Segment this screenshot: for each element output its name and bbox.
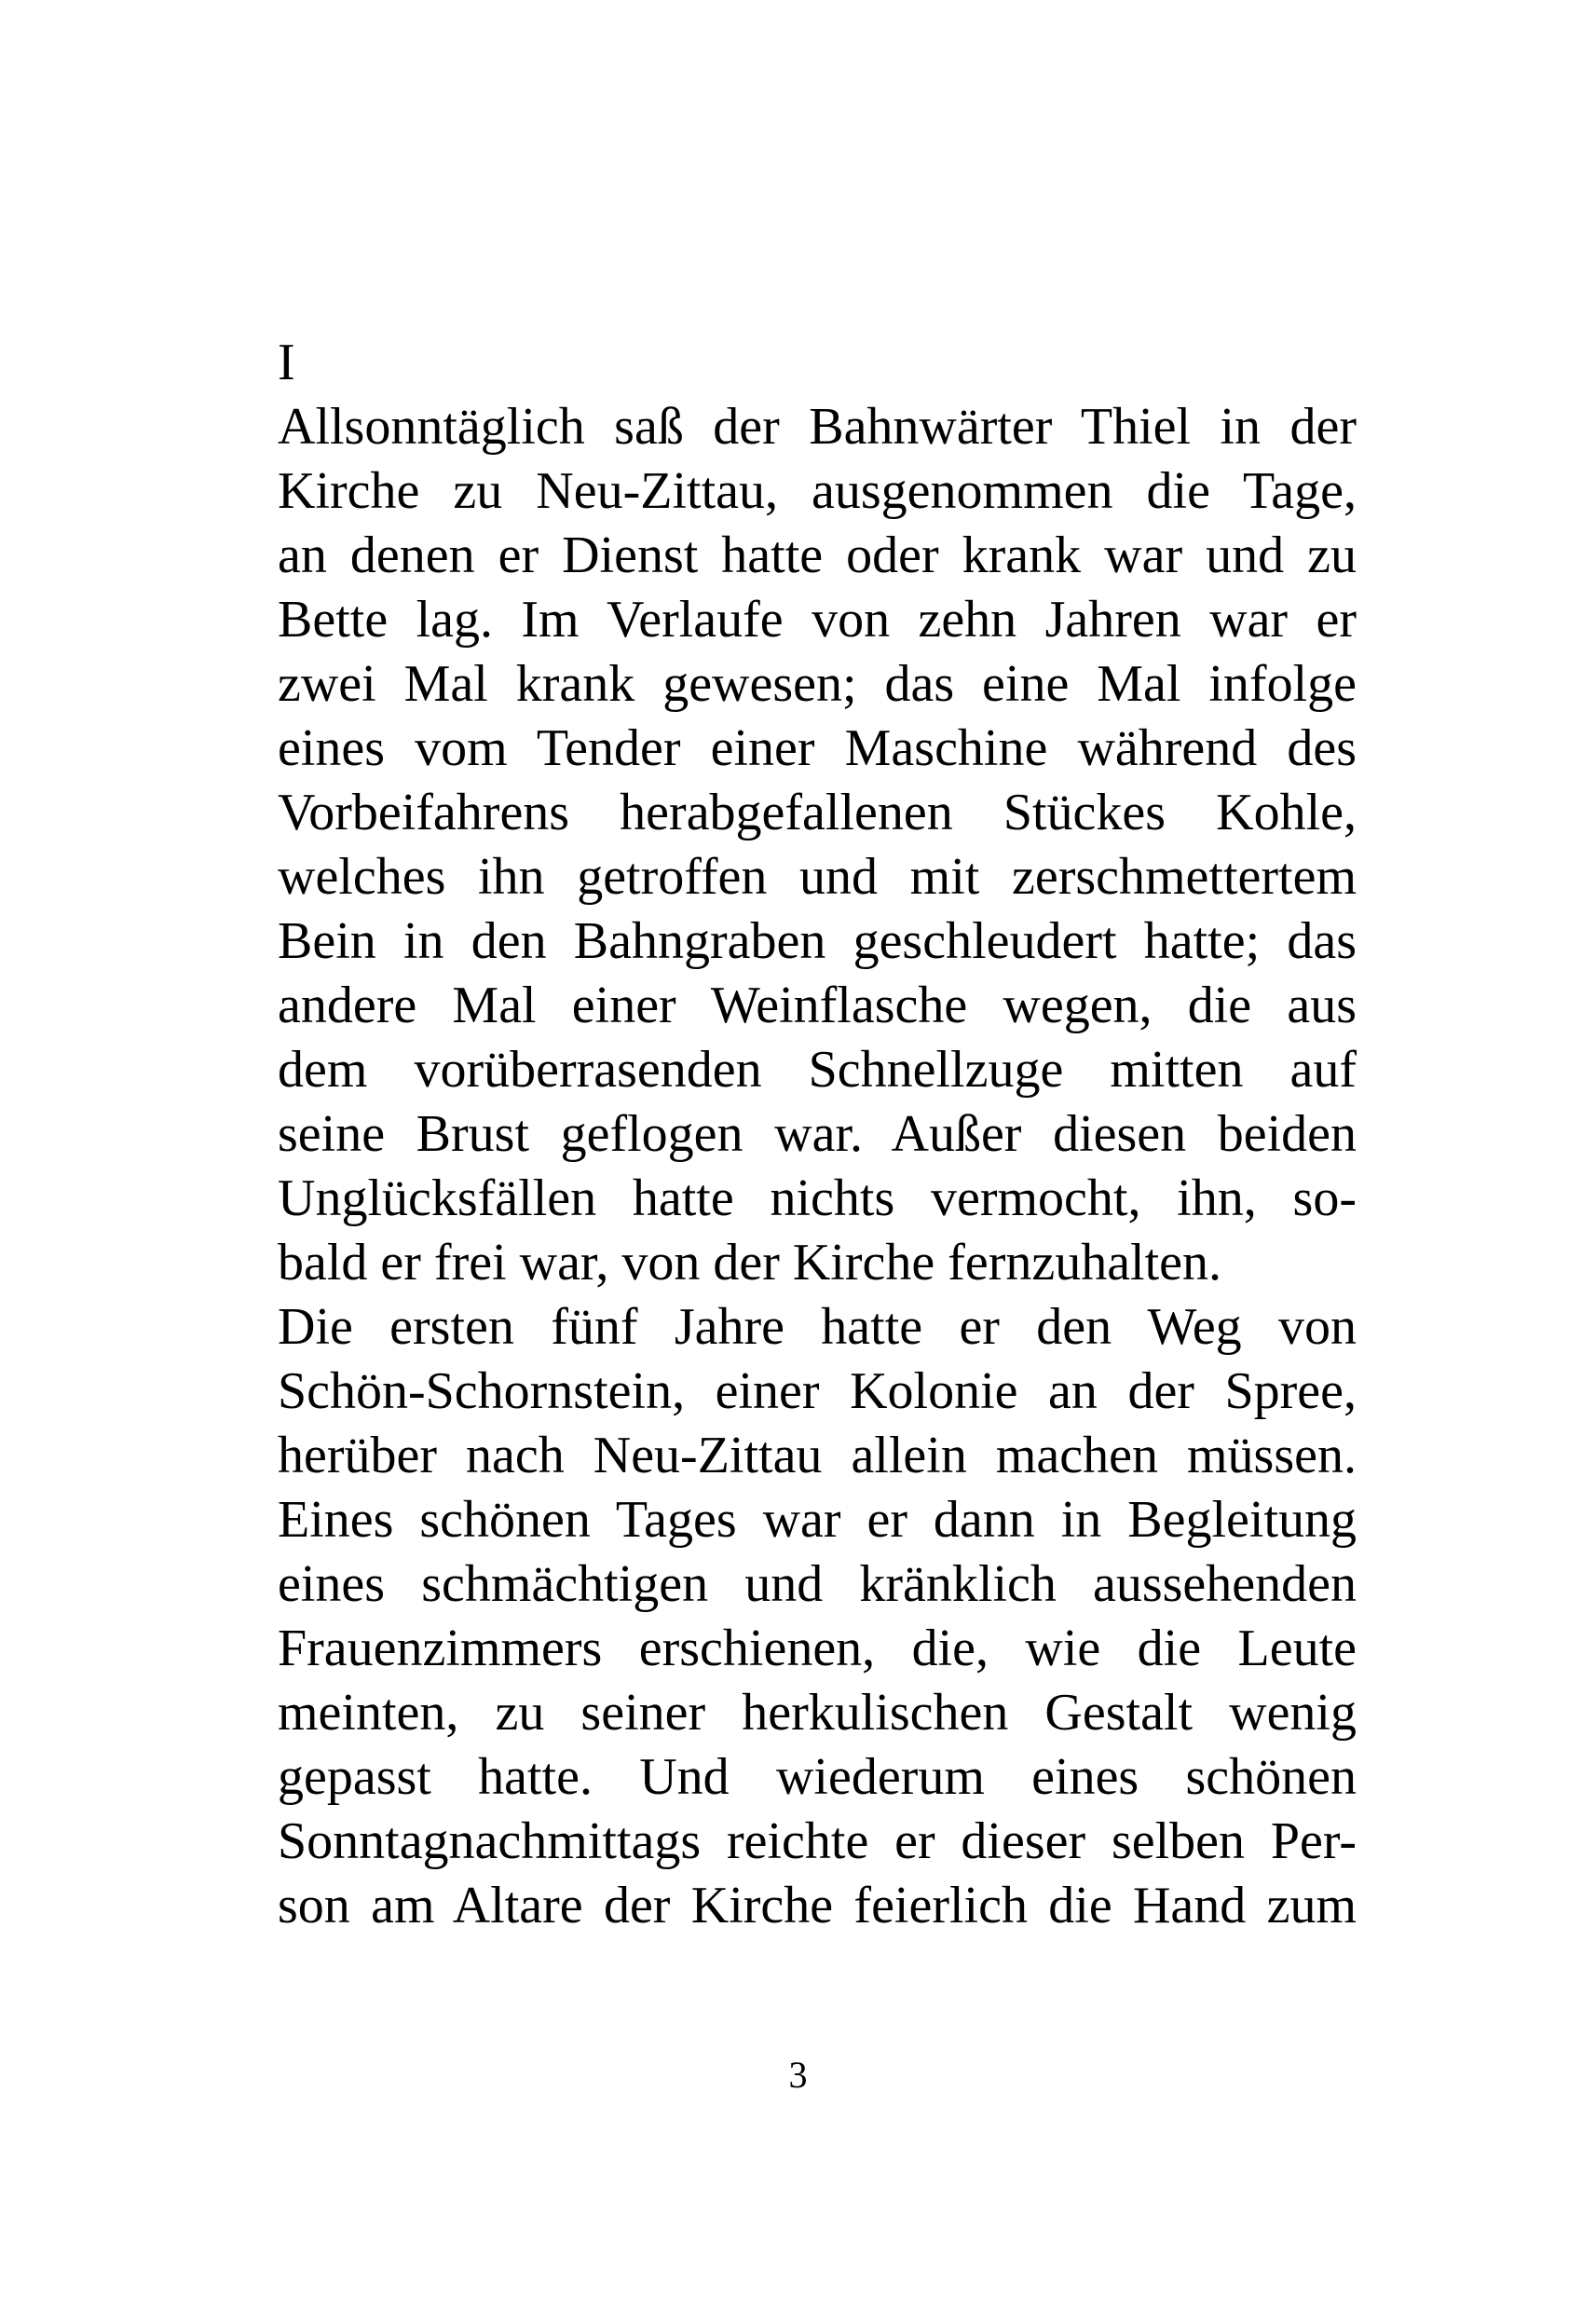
text-line: herüber nach Neu-Zittau allein machen müssen. xyxy=(278,1427,1357,1484)
text-line: eines schmächtigen und kränklich aussehenden xyxy=(278,1555,1357,1613)
text-line: Unglücksfällen hatte nichts vermocht, ihn, so- xyxy=(278,1169,1357,1227)
text-line: Kirche zu Neu-Zittau, ausgenommen die Tage, xyxy=(278,462,1357,520)
text-line: eines vom Tender einer Maschine während des xyxy=(278,719,1357,777)
text-line: seine Brust geflogen war. Außer diesen beiden xyxy=(278,1105,1357,1163)
text-line: zwei Mal krank gewesen; das eine Mal infolge xyxy=(278,655,1357,713)
text-line: dem vorüberrasenden Schnellzuge mitten auf xyxy=(278,1041,1357,1099)
text-line: Allsonntäglich saß der Bahnwärter Thiel in der xyxy=(278,398,1357,456)
text-line: welches ihn getroffen und mit zerschmettertem xyxy=(278,848,1357,906)
text-block xyxy=(278,331,1357,1938)
text-line: Sonntagnachmittags reichte er dieser selben Per- xyxy=(278,1812,1357,1870)
chapter-number: I xyxy=(278,334,295,391)
text-line: Die ersten fünf Jahre hatte er den Weg von xyxy=(278,1298,1357,1356)
text-line: andere Mal einer Weinflasche wegen, die aus xyxy=(278,977,1357,1034)
text-line: meinten, zu seiner herkulischen Gestalt wenig xyxy=(278,1684,1357,1742)
text-line: Vorbeifahrens herabgefallenen Stückes Kohle, xyxy=(278,784,1357,841)
paragraph-1 xyxy=(278,395,1357,1295)
text-line: gepasst hatte. Und wiederum eines schönen xyxy=(278,1748,1357,1806)
text-line: an denen er Dienst hatte oder krank war und zu xyxy=(278,526,1357,584)
page-number: 3 xyxy=(788,2054,808,2096)
text-line: bald er frei war, von der Kirche fernzuhalten. xyxy=(278,1234,1222,1292)
text-line: Schön-Schornstein, einer Kolonie an der Spree, xyxy=(278,1362,1357,1420)
text-line: Frauenzimmers erschienen, die, wie die Leute xyxy=(278,1620,1357,1677)
text-line: Bein in den Bahngraben geschleudert hatte; das xyxy=(278,912,1357,970)
paragraph-2 xyxy=(278,1295,1357,1938)
text-line: son am Altare der Kirche feierlich die Hand zum xyxy=(278,1877,1357,1934)
text-line: Bette lag. Im Verlaufe von zehn Jahren war er xyxy=(278,591,1357,649)
text-line: Eines schönen Tages war er dann in Begleitung xyxy=(278,1491,1357,1549)
